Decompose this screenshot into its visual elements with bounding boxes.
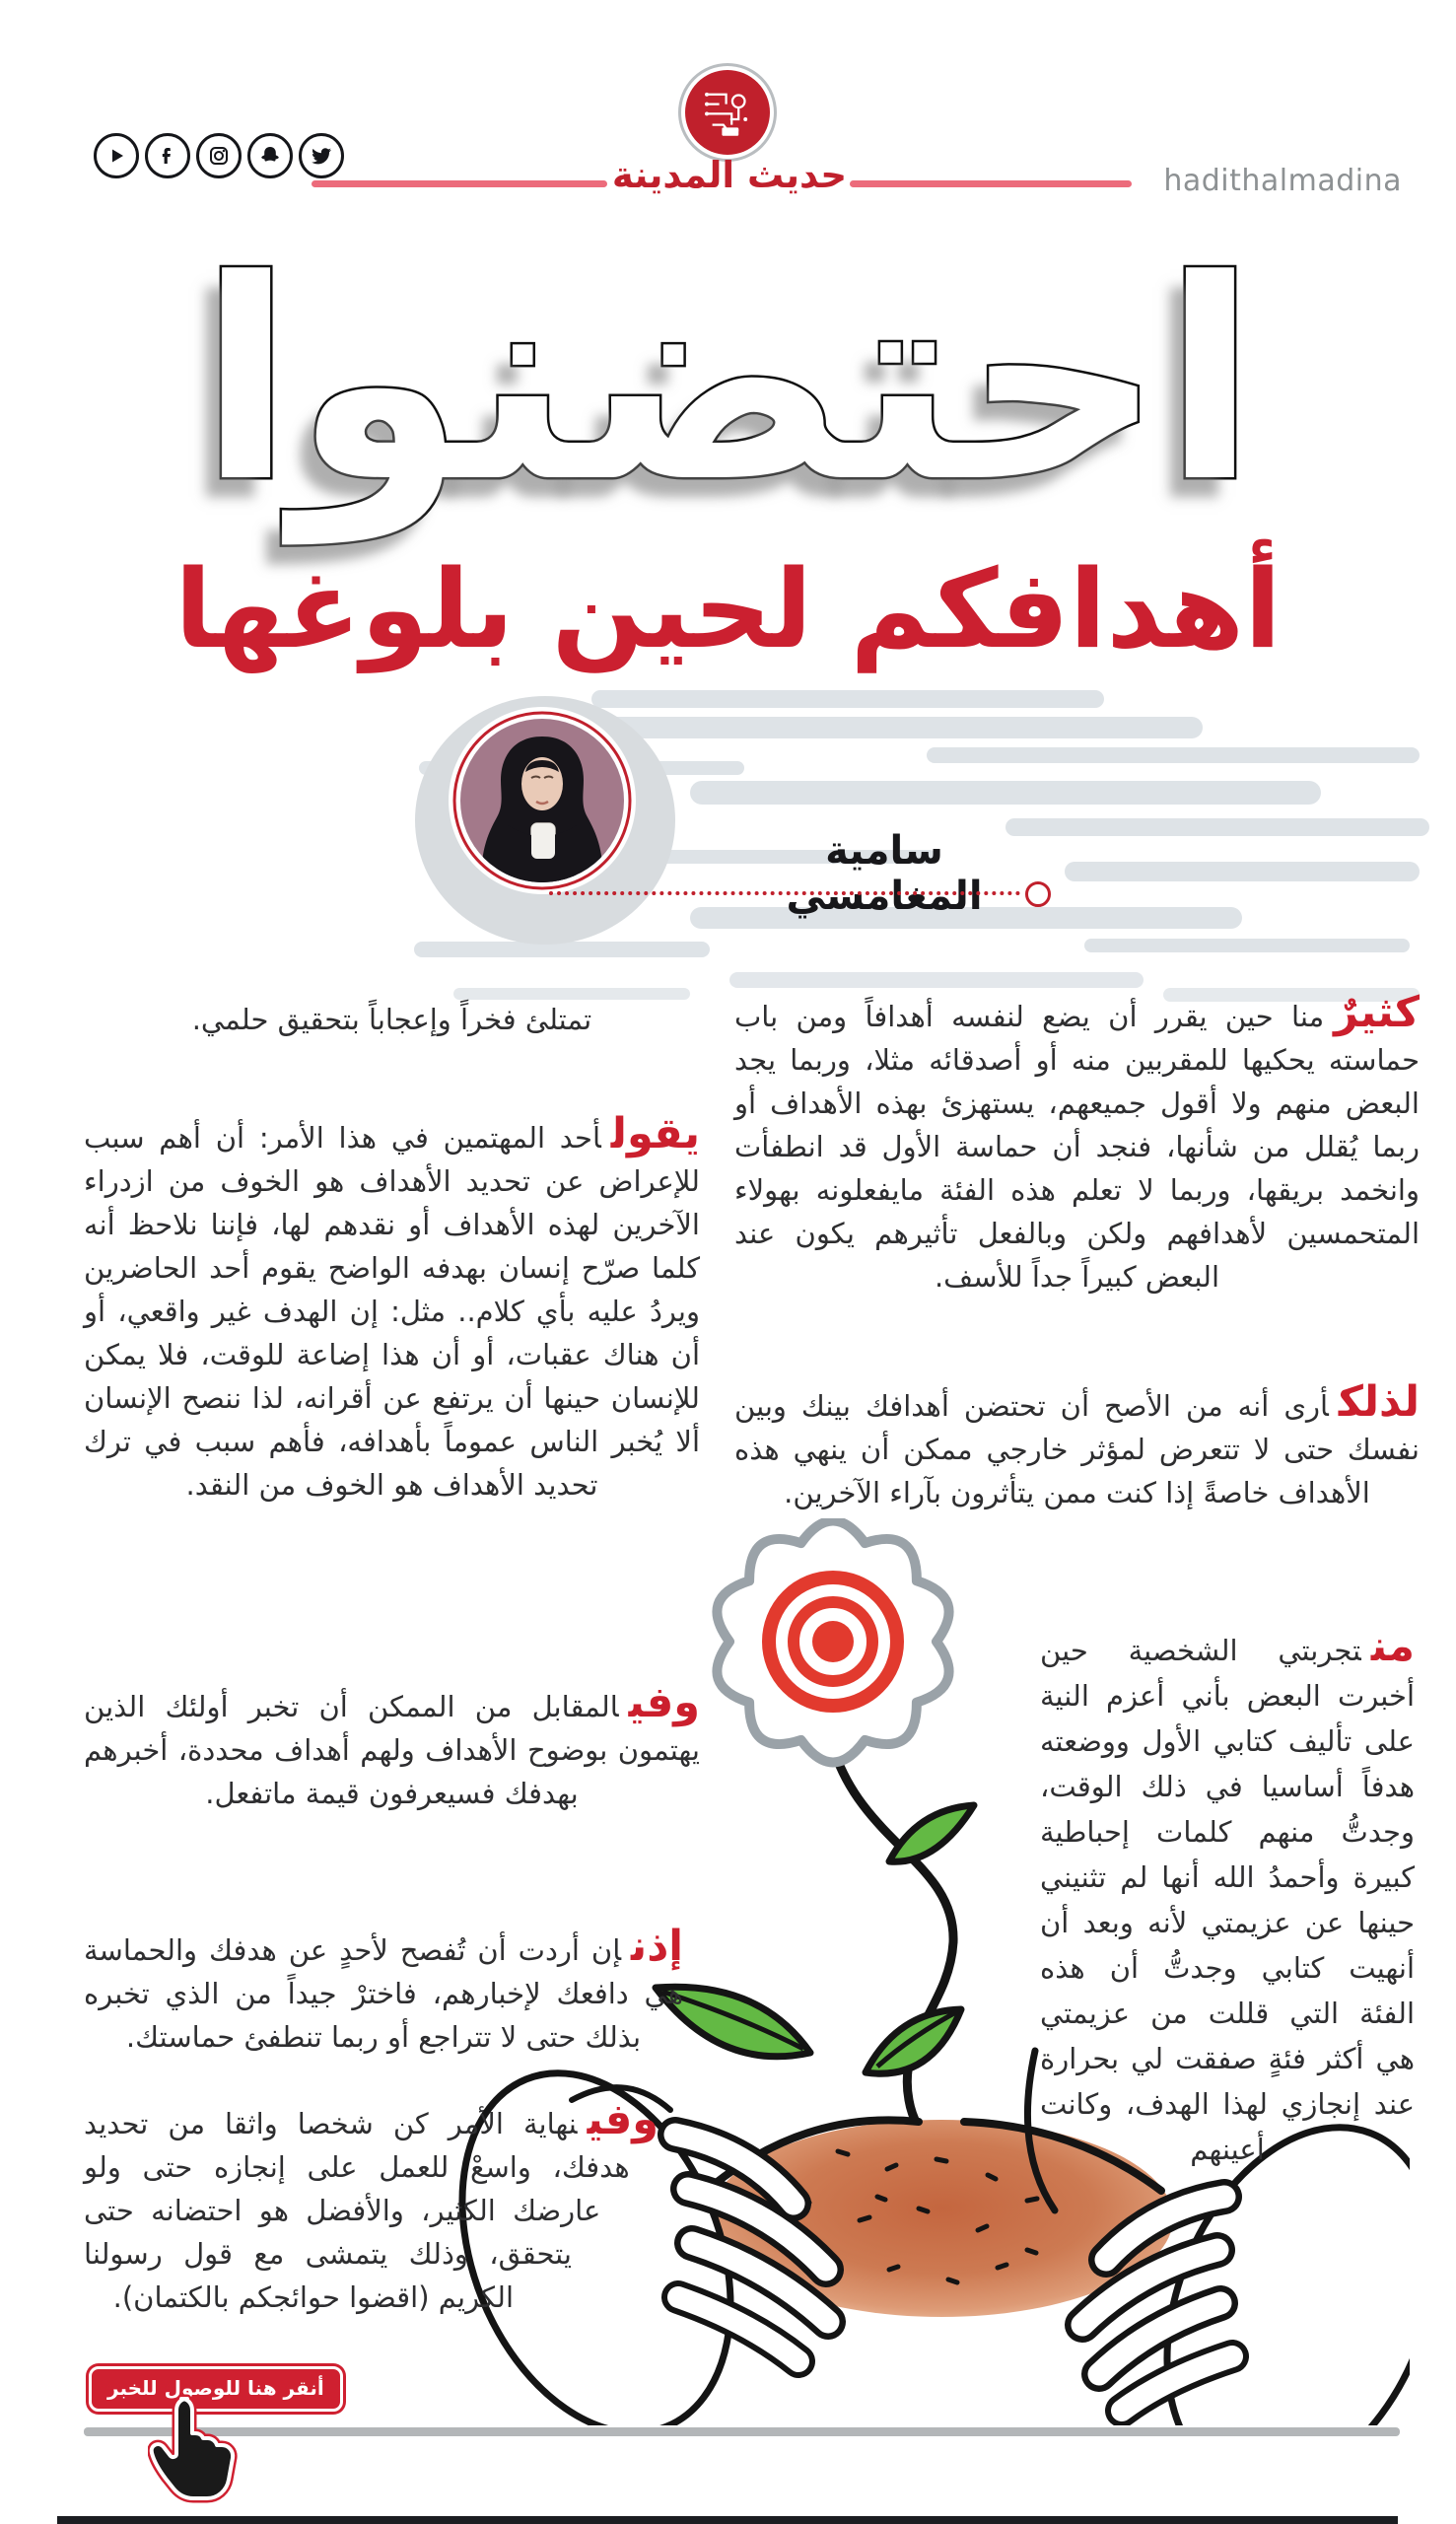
paragraph-left-4	[84, 2095, 690, 2394]
bullseye-center	[812, 1621, 854, 1662]
paragraph-lead: يقول	[610, 1109, 700, 1158]
paragraph-right-1	[734, 988, 1420, 1298]
brush-stroke	[1065, 862, 1420, 881]
paragraph-text: إن أردت أن تُفصح لأحدٍ عن هدفك والحماسة هي دافعك لإخبارهم، فاخترْ جيداً من الذي تخبره بذلك حتى لا تتراجع أو ربما تنطفئ حماستك.	[84, 1933, 683, 2054]
brand-name-arabic: حديث المدينة	[611, 154, 848, 196]
author-avatar	[449, 707, 636, 898]
paragraph-lead: لذلك	[1338, 1377, 1420, 1427]
paragraph-text: تجربتي الشخصية حين أخبرت البعض بأني أعزم النية على تأليف كتابي الأول ووضعته هدفاً أساسيا في ذلك الوقت، وجدتُّ منهم كلمات إحباطية كبيرة وأحمدُ الله أنها لم تثنيني حينها عن عزيمتي لأنه وبعد أن أنهيت كتابي وجدتُّ أن هذه الفئة التي قللت من عزيمتي هي أكثر فئةٍ صفقت لي بحرارة عند إنجازي لهذا الهدف، وكانت أعينهم	[1040, 1634, 1415, 2166]
paragraph-text: منا حين يقرر أن يضع لنفسه أهدافاً ومن باب حماسته يحكيها للمقربين منه أو أصدقائه مثلا، وربما يجد البعض منهم ولا أقول جميعهم، يستهزئ بهذه الأهداف أو ربما يُقلل من شأنها، فنجد أن حماسة الأول قد انطفأت وانخمد بريقها، وربما لا تعلم هذه الفئة مايفعلونه بهولاء المتحمسين لأهدافهم ولكن وبالفعل تأثيرهم يكون عند البعض كبيراً جداً للأسف.	[734, 1000, 1420, 1294]
brush-stroke	[729, 972, 1144, 988]
paragraph-right-2	[734, 1377, 1420, 1514]
paragraph-lead: وفي	[628, 1678, 700, 1727]
paragraph-text: تمتلئ فخراً وإعجاباً بتحقيق حلمي.	[191, 1003, 592, 1036]
header-rule-right	[850, 180, 1132, 187]
paragraph-left-1	[84, 1109, 700, 1507]
paragraph-left-2	[84, 1678, 700, 1815]
brush-stroke	[927, 747, 1420, 763]
author-name: سامية المغامسي	[786, 828, 983, 919]
paragraph-text: نهاية الأمر كن شخصا واثقا من تحديد هدفك، واسعْ للعمل على إنجازه حتى ولو عارضك الكثير، والأفضل هو احتضانه حتى يتحقق، وذلك يتمشى مع قول رسولنا الكريم (اقضوا حوائجكم بالكتمان).	[84, 2107, 630, 2314]
headline-main: احتضنوا	[198, 222, 1258, 543]
brush-stroke	[1084, 939, 1410, 952]
paragraph-text: المقابل من الممكن أن تخبر أولئك الذين يهتمون بوضوح الأهداف ولهم أهداف محددة، أخبرهم بهدفك فسيعرفون قيمة ماتفعل.	[84, 1690, 700, 1810]
divider-end-circle	[1025, 881, 1051, 907]
footer-divider	[84, 2427, 1400, 2436]
brand-logo[interactable]	[678, 63, 777, 162]
brush-stroke	[1005, 818, 1429, 836]
paragraph-right-3	[1040, 1622, 1415, 2172]
youtube-icon[interactable]	[94, 133, 139, 178]
page-bottom-bar	[57, 2516, 1398, 2524]
header-rule-left	[312, 180, 607, 187]
snapchat-icon[interactable]	[247, 133, 293, 178]
paragraph-left-3	[84, 1922, 683, 2059]
leaves	[656, 1805, 974, 2073]
twitter-icon[interactable]	[299, 133, 344, 178]
brand-logo-circuit-icon	[685, 70, 770, 155]
brand-name-latin: hadithalmadina	[1163, 164, 1402, 198]
paragraph-left-0	[84, 998, 700, 1041]
facebook-icon[interactable]	[145, 133, 190, 178]
paragraph-lead: كثيرٌ	[1334, 988, 1420, 1037]
paragraph-lead: وفي	[587, 2095, 659, 2144]
brush-stroke	[591, 690, 1104, 708]
brush-stroke	[414, 942, 710, 957]
paragraph-lead: إذن	[631, 1922, 683, 1971]
instagram-icon[interactable]	[196, 133, 242, 178]
author-divider-dotted	[549, 891, 1020, 895]
paragraph-lead: من	[1370, 1622, 1415, 1671]
stem	[833, 1747, 953, 2171]
paragraph-text: أرى أنه من الأصح أن تحتضن أهدافك بينك وبين نفسك حتى لا تتعرض لمؤثر خارجي ممكن أن ينهي هذه الأهداف خاصةً إذا كنت ممن يتأثرون بآراء الآخرين.	[734, 1389, 1420, 1509]
target-flower	[717, 1521, 948, 1763]
click-hand-icon	[148, 2392, 246, 2516]
social-links-row	[94, 133, 344, 178]
open-news-button[interactable]: أنقر هنا للوصول للخبر	[89, 2366, 343, 2412]
paragraph-text: أحد المهتمين في هذا الأمر: أن أهم سبب للإعراض عن تحديد الأهداف هو الخوف من ازدراء الآخرين لهذه الأهداف أو نقدهم لها، فإننا نلاحظ أنه كلما صرّح إنسان بهدفه الواضح يقوم أحد الحاضرين ويردُ عليه بأي كلام.. مثل: إن الهدف غير واقعي، أو أن هناك عقبات، أو أن هذا إضاعة للوقت، فلا يمكن للإنسان حينها أن يرتفع عن أقرانه، لذا ننصح الإنسان ألا يُخبر الناس عموماً بأهدافه، فأهم سبب في ترك تحديد الأهداف هو الخوف من النقد.	[84, 1121, 700, 1502]
brush-stroke	[690, 781, 1321, 805]
headline-subtitle: أهدافكم لحين بلوغها	[174, 546, 1282, 672]
